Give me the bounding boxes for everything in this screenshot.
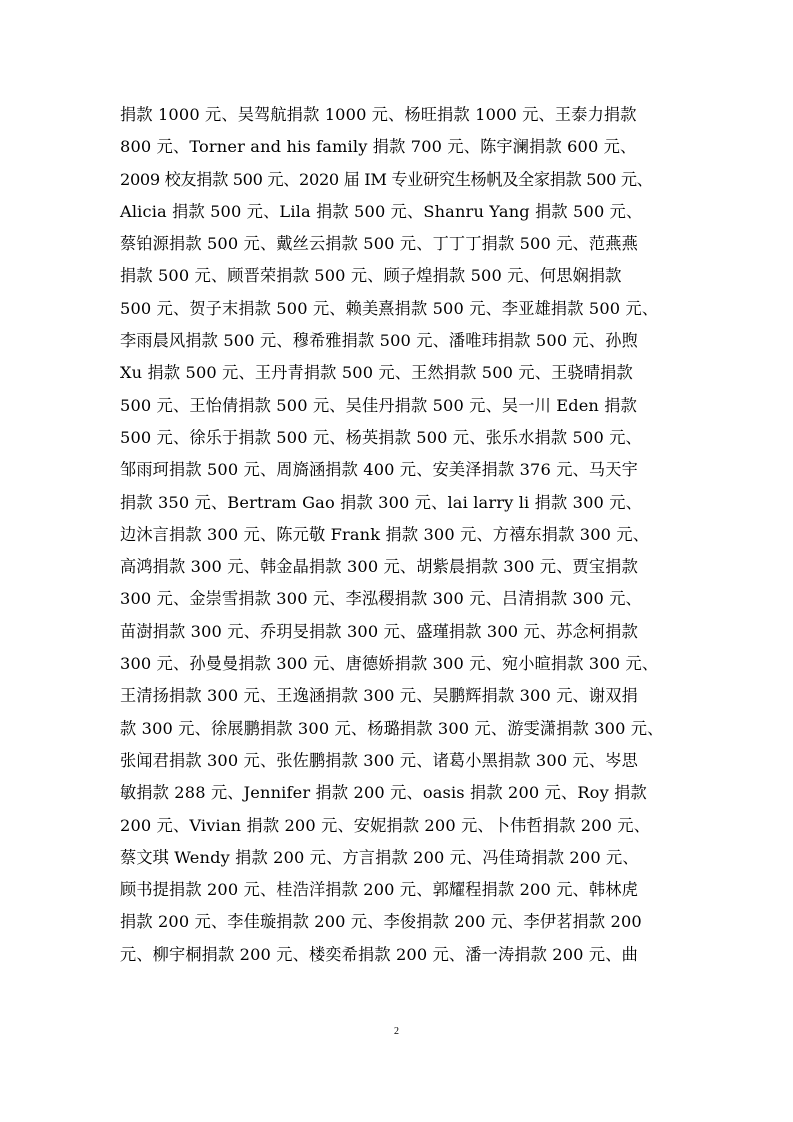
text-line: 200 元、Vivian 捐款 200 元、安妮捐款 200 元、卜伟哲捐款 200 元、 <box>120 815 651 835</box>
text-line: 300 元、孙曼曼捐款 300 元、唐德娇捐款 300 元、宛小暄捐款 300 元、 <box>120 654 659 674</box>
text-line: 苗澍捐款 300 元、乔玥旻捐款 300 元、盛瑾捐款 300 元、苏念柯捐款 <box>120 621 638 641</box>
text-line: 2009 校友捐款 500 元、2020 届 IM 专业研究生杨帆及全家捐款 500 元、 <box>120 169 653 189</box>
text-line: 500 元、贺子末捐款 500 元、赖美熹捐款 500 元、李亚雄捐款 500 元、 <box>120 298 659 318</box>
text-line: 邹雨珂捐款 500 元、周旖涵捐款 400 元、安美泽捐款 376 元、马天宇 <box>120 460 638 480</box>
text-line: 500 元、徐乐于捐款 500 元、杨英捐款 500 元、张乐水捐款 500 元、 <box>120 427 642 447</box>
text-line: 捐款 200 元、李佳璇捐款 200 元、李俊捐款 200 元、李伊茗捐款 200 <box>120 912 642 932</box>
text-line: 款 300 元、徐展鹏捐款 300 元、杨璐捐款 300 元、游雯潇捐款 300 元、 <box>120 718 664 738</box>
document-body <box>120 99 680 971</box>
text-line: 500 元、王怡倩捐款 500 元、吴佳丹捐款 500 元、吴一川 Eden 捐款 <box>120 395 637 415</box>
text-line: 边沐言捐款 300 元、陈元敬 Frank 捐款 300 元、方禧东捐款 300 元、 <box>120 524 650 544</box>
text-line: 捐款 500 元、顾晋荣捐款 500 元、顾子煌捐款 500 元、何思娴捐款 <box>120 266 622 286</box>
text-line: 300 元、金崇雪捐款 300 元、李泓稷捐款 300 元、吕清捐款 300 元、 <box>120 589 642 609</box>
text-line: 捐款 350 元、Bertram Gao 捐款 300 元、lai larry li 捐款 300 元、 <box>120 492 642 512</box>
text-line: 元、柳宇桐捐款 200 元、楼奕希捐款 200 元、潘一涛捐款 200 元、曲 <box>120 944 638 964</box>
text-line: 蔡文琪 Wendy 捐款 200 元、方言捐款 200 元、冯佳琦捐款 200 元、 <box>120 847 639 867</box>
text-line: 顾书提捐款 200 元、桂浩洋捐款 200 元、郭耀程捐款 200 元、韩林虎 <box>120 880 638 900</box>
text-line: 张闻君捐款 300 元、张佐鹏捐款 300 元、诸葛小黑捐款 300 元、岑思 <box>120 750 638 770</box>
text-line: 敏捐款 288 元、Jennifer 捐款 200 元、oasis 捐款 200 元、Roy 捐款 <box>120 783 647 803</box>
text-line: 蔡铂源捐款 500 元、戴丝云捐款 500 元、丁丁丁捐款 500 元、范燕燕 <box>120 234 638 254</box>
text-line: 王清扬捐款 300 元、王逸涵捐款 300 元、吴鹏辉捐款 300 元、谢双捐 <box>120 686 638 706</box>
text-line: Alicia 捐款 500 元、Lila 捐款 500 元、Shanru Yang 捐款 500 元、 <box>120 201 643 221</box>
text-line: 高鸿捐款 300 元、韩金晶捐款 300 元、胡紫晨捐款 300 元、贾宝捐款 <box>120 557 638 577</box>
page-number: 2 <box>394 1026 399 1037</box>
text-line: 800 元、Torner and his family 捐款 700 元、陈宇澜捐款 600 元、 <box>120 137 637 157</box>
text-line: Xu 捐款 500 元、王丹青捐款 500 元、王然捐款 500 元、王骁晴捐款 <box>120 363 633 383</box>
text-line: 捐款 1000 元、吴驾航捐款 1000 元、杨旺捐款 1000 元、王泰力捐款 <box>120 105 637 124</box>
text-line: 李雨晨风捐款 500 元、穆希雅捐款 500 元、潘唯玮捐款 500 元、孙煦 <box>120 331 638 351</box>
